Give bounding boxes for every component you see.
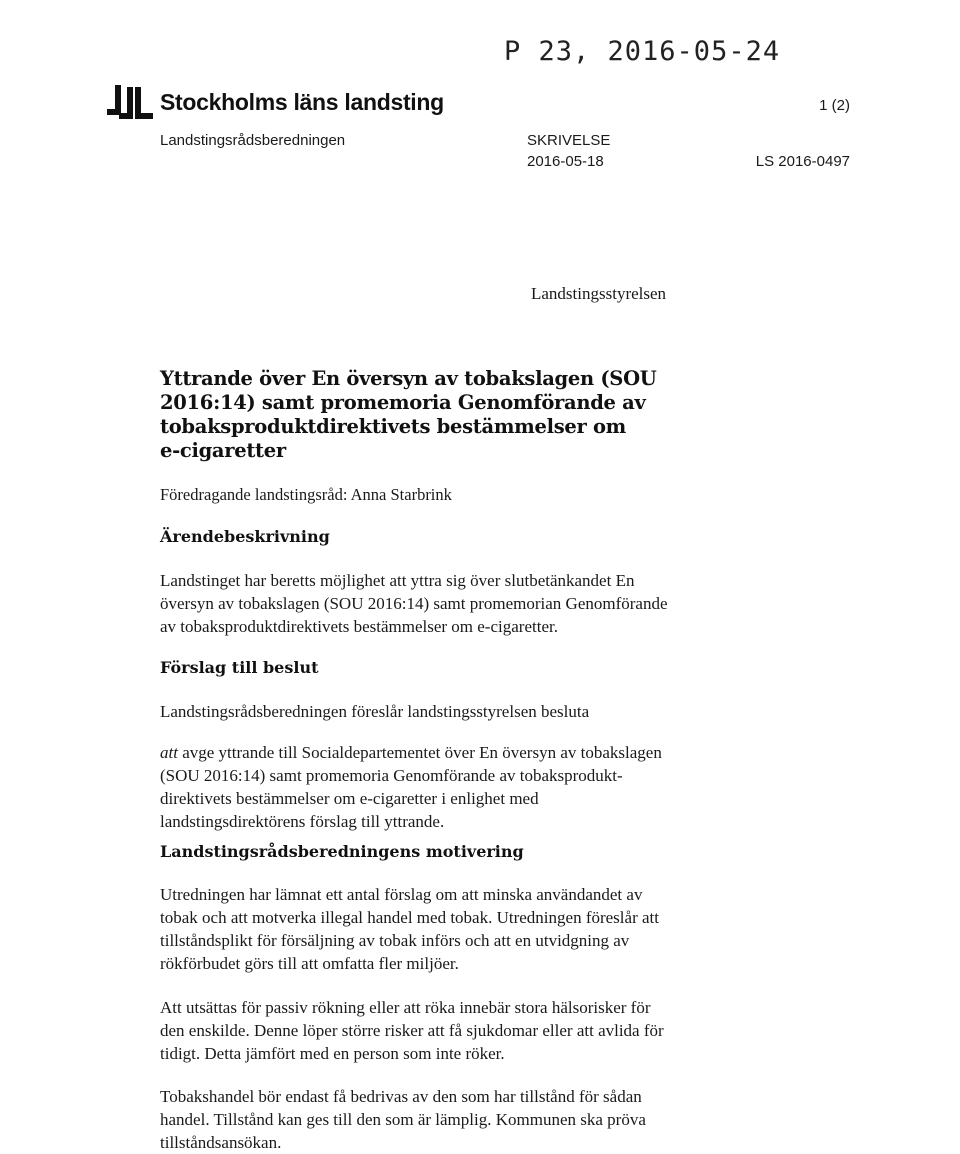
organization-header [105, 84, 444, 120]
title-line: Yttrande över En översyn av tobakslagen (SOU [160, 367, 657, 390]
sll-logo-icon [105, 84, 155, 120]
text-line: Att utsättas för passiv rökning eller att röka innebär stora hälsorisker för [160, 998, 651, 1017]
text-line: rökförbudet görs till att omfatta fler miljöer. [160, 954, 459, 973]
page-indicator: 1 (2) [819, 97, 850, 114]
motivering-paragraph-2 [160, 996, 740, 1065]
document-number: LS 2016-0497 [755, 153, 850, 170]
registration-stamp: P 23, 2016-05-24 [504, 36, 781, 67]
text-span: avge yttrande till Socialdepartementet över En översyn av tobakslagen [177, 743, 662, 762]
arende-paragraph [160, 569, 720, 638]
att-word: att [160, 743, 178, 762]
text-line: tillståndsansökan. [160, 1133, 282, 1152]
department-label: Landstingsrådsberedningen [160, 132, 346, 149]
text-line: tobak och att motverka illegal handel med tobak. Utredningen föreslår att [160, 908, 659, 927]
text-line: direktivets bestämmelser om e-cigaretter i enlighet med [160, 789, 539, 808]
heading-forslag-till-beslut: Förslag till beslut [160, 658, 319, 677]
heading-motivering: Landstingsrådsberedningens motivering [160, 842, 524, 861]
text-line: Utredningen har lämnat ett antal förslag om att minska användandet av [160, 885, 643, 904]
recipient: Landstingsstyrelsen [531, 284, 667, 303]
motivering-paragraph-1 [160, 883, 740, 975]
text-line: översyn av tobakslagen (SOU 2016:14) samt promemorian Genomförande [160, 594, 668, 613]
text-line: tillståndsplikt för försäljning av tobak införs och att en utvidgning av [160, 931, 630, 950]
motivering-paragraph-3 [160, 1085, 740, 1154]
document-type: SKRIVELSE [527, 132, 611, 149]
text-line: (SOU 2016:14) samt promemoria Genomförande av tobaksprodukt- [160, 766, 623, 785]
title-line: e-cigaretter [160, 439, 286, 462]
heading-arendebeskrivning: Ärendebeskrivning [160, 527, 330, 546]
text-line: av tobaksproduktdirektivets bestämmelser om e-cigaretter. [160, 617, 558, 636]
text-line: Landstinget har beretts möjlighet att yttra sig över slutbetänkandet En [160, 571, 635, 590]
document-date: 2016-05-18 [527, 153, 604, 170]
text-line [160, 741, 740, 764]
title-line: 2016:14) samt promemoria Genomförande av [160, 391, 646, 414]
text-line: landstingsdirektörens förslag till yttrande. [160, 812, 445, 831]
text-line: handel. Tillstånd kan ges till den som är lämplig. Kommunen ska pröva [160, 1110, 646, 1129]
forslag-intro: Landstingsrådsberedningen föreslår landstingsstyrelsen besluta [160, 702, 590, 721]
organization-name: Stockholms läns landsting [160, 88, 444, 115]
text-line: den enskilde. Denne löper större risker att få sjukdomar eller att avlida för [160, 1021, 664, 1040]
text-line: tidigt. Detta jämfört med en person som inte röker. [160, 1044, 505, 1063]
forslag-decision [160, 741, 740, 833]
text-line: Tobakshandel bör endast få bedrivas av den som har tillstånd för sådan [160, 1087, 642, 1106]
document-title [160, 367, 680, 463]
presenter-line: Föredragande landstingsråd: Anna Starbrink [160, 485, 452, 504]
title-line: tobaksproduktdirektivets bestämmelser om [160, 415, 627, 438]
